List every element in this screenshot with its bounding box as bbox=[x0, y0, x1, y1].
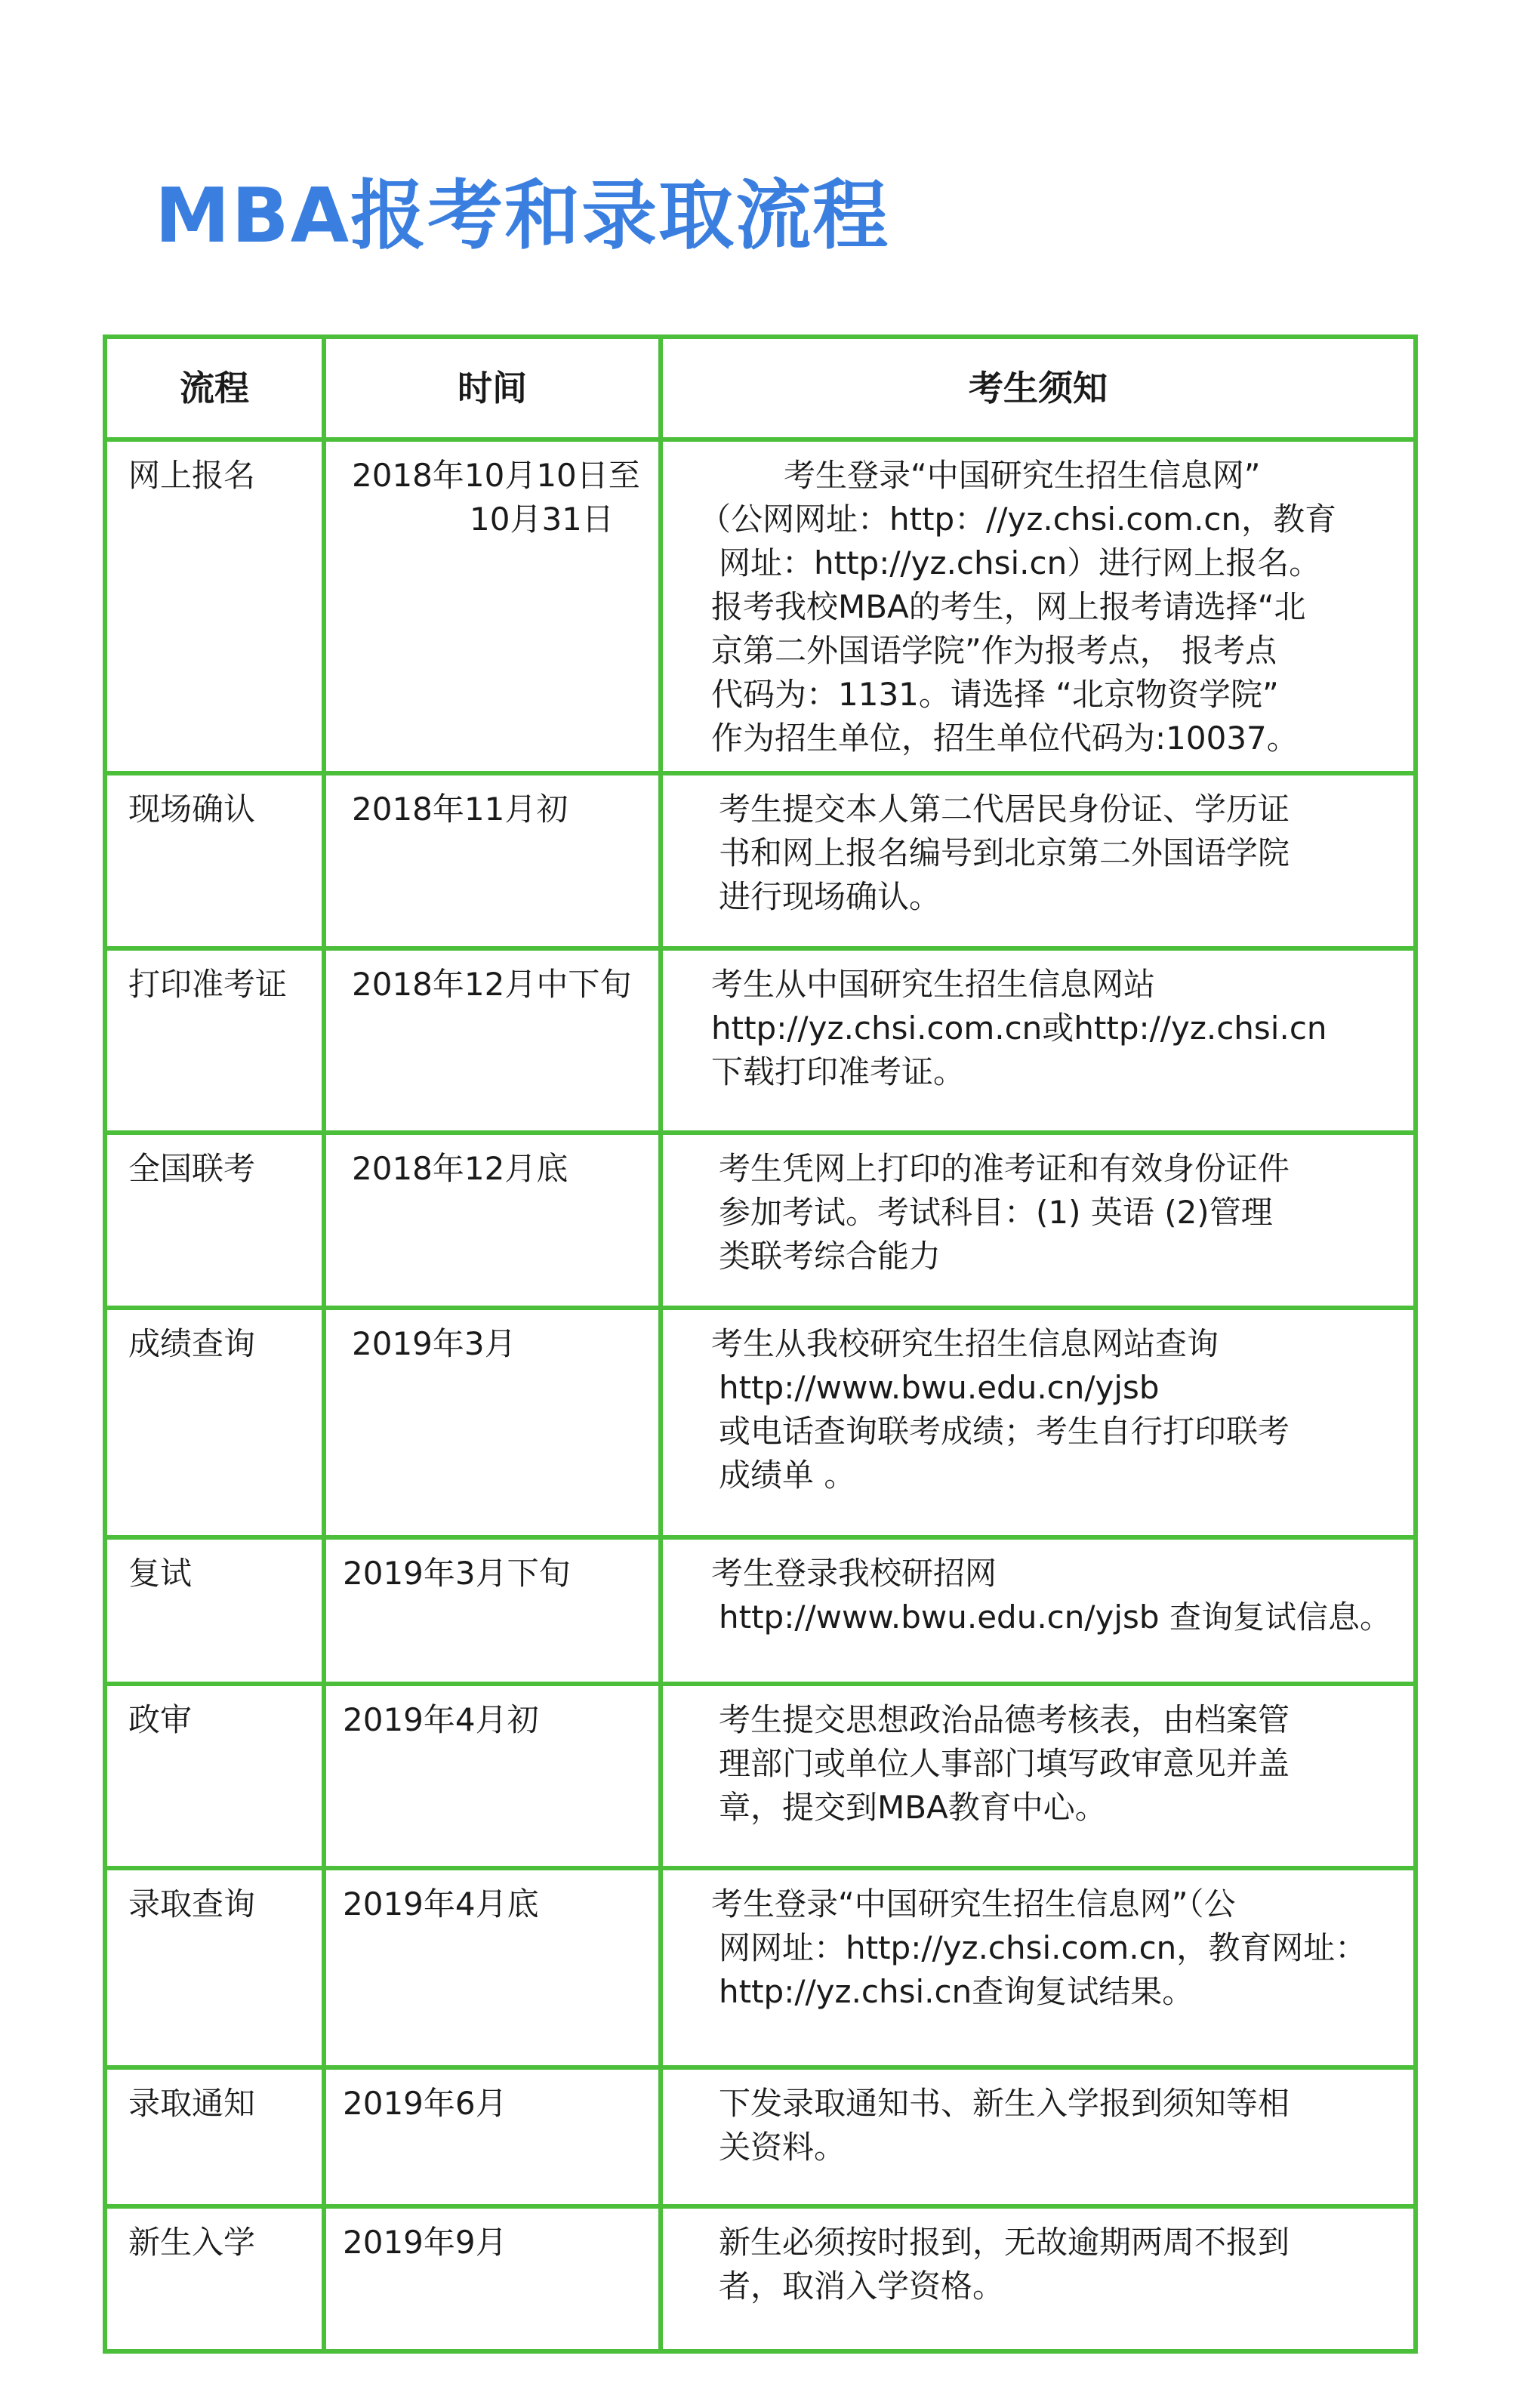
note-line: 考生从我校研究生招生信息网站查询 bbox=[711, 1325, 1219, 1362]
step-cell: 政审 bbox=[105, 1684, 324, 1868]
time-line: 2018年10月10日至 bbox=[352, 457, 640, 494]
process-table bbox=[103, 335, 1418, 2354]
note-line: 章，提交到MBA教育中心。 bbox=[719, 1789, 1107, 1826]
note-line: 考生提交思想政治品德考核表，由档案管 bbox=[719, 1701, 1290, 1738]
table-row bbox=[105, 1308, 1416, 1537]
time-cell bbox=[324, 2206, 661, 2351]
header-note: 考生须知 bbox=[661, 337, 1416, 439]
note-line: 考生提交本人第二代居民身份证、学历证 bbox=[719, 791, 1290, 828]
time-cell bbox=[324, 1133, 661, 1308]
note-cell bbox=[661, 948, 1416, 1133]
note-line: 网址：http://yz.chsi.cn）进行网上报名。 bbox=[719, 544, 1321, 581]
note-line: http://www.bwu.edu.cn/yjsb bbox=[719, 1369, 1160, 1406]
header-time: 时间 bbox=[324, 337, 661, 439]
note-cell bbox=[661, 1684, 1416, 1868]
note-line: 理部门或单位人事部门填写政审意见并盖 bbox=[719, 1745, 1290, 1782]
time-cell bbox=[324, 439, 661, 773]
step-cell: 录取查询 bbox=[105, 1868, 324, 2067]
step-cell: 新生入学 bbox=[105, 2206, 324, 2351]
note-line: 京第二外国语学院”作为报考点， 报考点 bbox=[711, 632, 1277, 669]
table-row bbox=[105, 773, 1416, 948]
step-cell: 全国联考 bbox=[105, 1133, 324, 1308]
time-line: 2019年3月 bbox=[352, 1325, 516, 1362]
note-line: 者，取消入学资格。 bbox=[719, 2268, 1005, 2305]
time-line: 2019年9月 bbox=[343, 2224, 507, 2261]
table-header-row bbox=[105, 337, 1416, 439]
note-line: 类联考综合能力 bbox=[719, 1238, 941, 1275]
note-line: 报考我校MBA的考生，网上报考请选择“北 bbox=[711, 588, 1306, 625]
note-line: 或电话查询联考成绩；考生自行打印联考 bbox=[719, 1413, 1290, 1450]
note-cell bbox=[661, 2067, 1416, 2206]
time-line: 2019年4月底 bbox=[343, 1885, 539, 1922]
note-cell bbox=[661, 2206, 1416, 2351]
time-line: 2019年4月初 bbox=[343, 1701, 539, 1738]
note-line: 新生必须按时报到，无故逾期两周不报到 bbox=[719, 2224, 1290, 2261]
table-row bbox=[105, 948, 1416, 1133]
note-cell bbox=[661, 1868, 1416, 2067]
step-cell: 成绩查询 bbox=[105, 1308, 324, 1537]
note-line: 下发录取通知书、新生入学报到须知等相 bbox=[719, 2085, 1290, 2122]
table-row bbox=[105, 1684, 1416, 1868]
note-line: 网网址：http://yz.chsi.com.cn，教育网址： bbox=[719, 1929, 1367, 1966]
time-cell bbox=[324, 2067, 661, 2206]
note-line: 关资料。 bbox=[719, 2129, 846, 2166]
time-cell bbox=[324, 948, 661, 1133]
table-row bbox=[105, 1537, 1416, 1684]
table-row bbox=[105, 2067, 1416, 2206]
note-line: 进行现场确认。 bbox=[719, 878, 941, 915]
note-line: 考生凭网上打印的准考证和有效身份证件 bbox=[719, 1150, 1290, 1187]
step-cell: 复试 bbox=[105, 1537, 324, 1684]
step-cell: 录取通知 bbox=[105, 2067, 324, 2206]
step-cell: 网上报名 bbox=[105, 439, 324, 773]
note-line: 下载打印准考证。 bbox=[711, 1053, 966, 1090]
page-title: MBA报考和录取流程 bbox=[155, 171, 890, 260]
step-cell: 打印准考证 bbox=[105, 948, 324, 1133]
note-line: 代码为：1131。请选择 “北京物资学院” bbox=[711, 676, 1279, 713]
table-row bbox=[105, 439, 1416, 773]
table-row bbox=[105, 2206, 1416, 2351]
time-cell bbox=[324, 1684, 661, 1868]
time-cell bbox=[324, 1308, 661, 1537]
header-step: 流程 bbox=[105, 337, 324, 439]
time-line: 2018年12月底 bbox=[352, 1150, 568, 1187]
note-cell bbox=[661, 1308, 1416, 1537]
note-line: 考生登录“中国研究生招生信息网” bbox=[784, 457, 1261, 494]
time-cell bbox=[324, 1868, 661, 2067]
note-cell bbox=[661, 439, 1416, 773]
time-line: 10月31日 bbox=[470, 501, 614, 538]
note-line: 参加考试。考试科目：(1) 英语 (2)管理 bbox=[719, 1194, 1273, 1231]
step-cell: 现场确认 bbox=[105, 773, 324, 948]
note-line: 考生从中国研究生招生信息网站 bbox=[711, 966, 1156, 1003]
table-row bbox=[105, 1133, 1416, 1308]
note-line: （公网网址：http：//yz.chsi.com.cn，教育 bbox=[699, 501, 1337, 538]
note-line: http://www.bwu.edu.cn/yjsb 查询复试信息。 bbox=[719, 1599, 1391, 1636]
time-line: 2018年12月中下旬 bbox=[352, 966, 632, 1003]
note-line: 书和网上报名编号到北京第二外国语学院 bbox=[719, 834, 1290, 871]
note-cell bbox=[661, 1133, 1416, 1308]
table-row bbox=[105, 1868, 1416, 2067]
note-line: 成绩单 。 bbox=[719, 1457, 856, 1494]
note-cell bbox=[661, 1537, 1416, 1684]
time-line: 2018年11月初 bbox=[352, 791, 568, 828]
note-line: http://yz.chsi.com.cn或http://yz.chsi.cn bbox=[711, 1010, 1327, 1047]
time-cell bbox=[324, 1537, 661, 1684]
time-line: 2019年3月下旬 bbox=[343, 1555, 571, 1592]
time-line: 2019年6月 bbox=[343, 2085, 507, 2122]
note-cell bbox=[661, 773, 1416, 948]
note-line: http://yz.chsi.cn查询复试结果。 bbox=[719, 1973, 1194, 2010]
note-line: 考生登录我校研招网 bbox=[711, 1555, 997, 1592]
note-line: 作为招生单位，招生单位代码为:10037。 bbox=[711, 720, 1299, 757]
note-line: 考生登录“中国研究生招生信息网”（公 bbox=[711, 1885, 1236, 1922]
time-cell bbox=[324, 773, 661, 948]
